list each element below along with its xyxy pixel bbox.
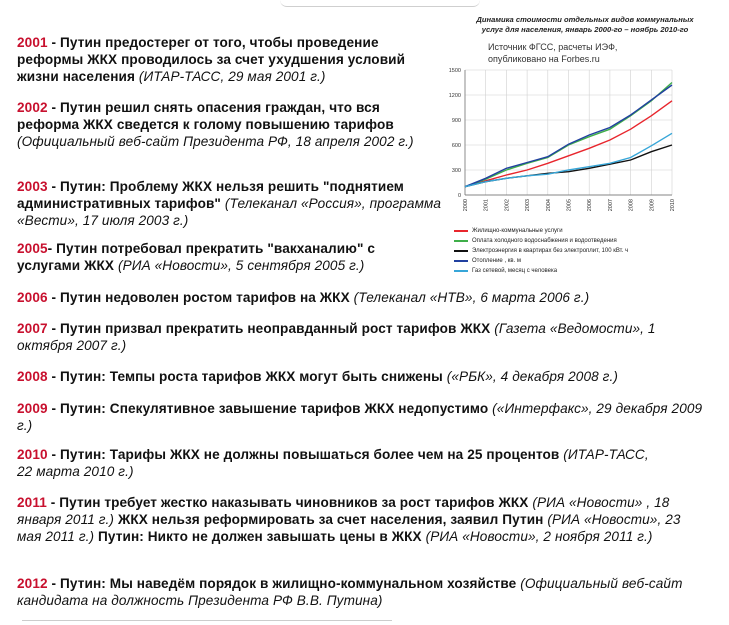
legend-label: Отопление , кв. м (472, 258, 522, 264)
chart-legend (454, 226, 724, 276)
legend-swatch (454, 230, 468, 232)
entry-headline: Путин недоволен ростом тарифов на ЖКХ (60, 290, 350, 305)
legend-swatch (454, 240, 468, 242)
entry-source: (Телеканал «Россия», программа «Вести», 17 июля 2003 г.) (17, 196, 442, 228)
entry-year: 2003 (17, 179, 48, 194)
x-tick-label: 2002 (504, 199, 511, 212)
timeline-entry-2008: 2008 - Путин: Темпы роста тарифов ЖКХ могут быть снижены («РБК», 4 декабря 2008 г.) (17, 369, 618, 384)
x-tick-label: 2003 (525, 199, 532, 212)
x-tick-label: 2009 (649, 199, 656, 212)
bottom-rule (22, 620, 392, 621)
timeline-entry-2012: 2012 - Путин: Мы наведём порядок в жилищно-коммунальном хозяйстве (Официальный веб-сайт кандидата на должность Президента РФ В.В. Путина) (17, 576, 683, 608)
legend-item (454, 256, 724, 266)
entry-year: 2008 (17, 369, 48, 384)
timeline-entry-2005: 2005- Путин потребовал прекратить "вакханалию" с услугами ЖКХ (РИА «Новости», 5 сентября 2005 г.) (17, 241, 376, 273)
legend-item (454, 236, 724, 246)
legend-label: Оплата холодного водоснабжения и водоотведения (472, 238, 617, 244)
entry-source: (РИА «Новости», 5 сентября 2005 г.) (117, 258, 365, 273)
y-tick-label: 600 (451, 143, 461, 149)
legend-label: Газ сетевой, месяц с человека (472, 268, 558, 274)
entry-year: 2007 (17, 321, 48, 336)
entry-headline: Путин: Темпы роста тарифов ЖКХ могут быть снижены (60, 369, 443, 384)
entry-year: 2006 (17, 290, 48, 305)
timeline-entry-2007: 2007 - Путин призвал прекратить неоправданный рост тарифов ЖКХ (Газета «Ведомости», 1 октября 2007 г.) (17, 321, 656, 353)
entry-headline: Путин призвал прекратить неоправданный рост тарифов ЖКХ (60, 321, 491, 336)
legend-item (454, 266, 724, 276)
entry-source: («Интерфакс», 29 декабря 2009 г.) (17, 401, 703, 433)
x-tick-label: 2001 (483, 199, 490, 212)
entry-headline-3: Путин: Никто не должен завышать цены в ЖКХ (98, 529, 422, 544)
legend-item (454, 226, 724, 236)
entry-source: (ИТАР-ТАСС, 22 марта 2010 г.) (17, 447, 649, 479)
timeline-entry-2009: 2009 - Путин: Спекулятивное завышение тарифов ЖКХ недопустимо («Интерфакс», 29 декабря 2009 г.) (17, 401, 703, 433)
entry-headline-2: ЖКХ нельзя реформировать за счет населения, заявил Путин (117, 512, 544, 527)
timeline-entry-2006: 2006 - Путин недоволен ростом тарифов на ЖКХ (Телеканал «НТВ», 6 марта 2006 г.) (17, 290, 590, 305)
entry-year: 2009 (17, 401, 48, 416)
timeline-entry-2002: 2002 - Путин решил снять опасения граждан, что вся реформа ЖКХ сведется к голому повышению тарифов (Официальный веб-сайт Президента РФ, 18 апреля 2002 г.) (17, 100, 414, 149)
entry-year: 2011 (17, 495, 47, 510)
entry-source: (Газета «Ведомости», 1 октября 2007 г.) (17, 321, 656, 353)
entry-source: (Официальный веб-сайт Президента РФ, 18 апреля 2002 г.) (17, 134, 414, 149)
entry-year: 2002 (17, 100, 48, 115)
entry-year: 2005 (17, 241, 48, 256)
entry-source: (ИТАР-ТАСС, 29 мая 2001 г.) (138, 69, 326, 84)
x-tick-label: 2010 (670, 199, 676, 212)
x-tick-label: 2006 (587, 199, 594, 212)
entry-headline: Путин предостерег от того, чтобы проведение реформы ЖКХ проводилось за счет ухудшения условий жизни населения (17, 35, 406, 84)
chart-source: Источник ФГСС, расчеты ИЭФ, опубликовано на Forbes.ru (488, 42, 618, 64)
legend-item (454, 246, 724, 256)
entry-source-3: (РИА «Новости», 2 ноября 2011 г.) (425, 529, 653, 544)
entry-source-2: (РИА «Новости», 23 мая 2011 г.) (17, 512, 681, 544)
y-tick-label: 1500 (448, 68, 461, 74)
entry-headline: Путин: Спекулятивное завышение тарифов ЖКХ недопустимо (60, 401, 489, 416)
legend-swatch (454, 270, 468, 272)
timeline-entry-2011: 2011 - Путин требует жестко наказывать чиновников за рост тарифов ЖКХ (РИА «Новости» , 18 января 2011 г.) ЖКХ нельзя реформировать за счет населения, заявил Путин (РИА «Новости», 23 мая 2011 г.) Путин: Никто не должен завышать цены в ЖКХ (РИА «Новости», 2 ноября 2011 г.) (17, 495, 681, 544)
legend-swatch (454, 250, 468, 252)
entry-source: («РБК», 4 декабря 2008 г.) (446, 369, 618, 384)
legend-label: Электроэнергия в квартирах без электроплит, 100 кВт. ч (472, 248, 629, 254)
x-tick-label: 2004 (545, 199, 552, 212)
entry-year: 2001 (17, 35, 48, 50)
timeline-entry-2003: 2003 - Путин: Проблему ЖКХ нельзя решить "поднятием административных тарифов" (Телеканал «Россия», программа «Вести», 17 июля 2003 г.) (17, 179, 442, 228)
x-tick-label: 2005 (566, 199, 573, 212)
top-decorative-rule (280, 0, 480, 7)
entry-source: (Официальный веб-сайт кандидата на должность Президента РФ В.В. Путина) (17, 576, 683, 608)
entry-headline: Путин: Проблему ЖКХ нельзя решить "поднятием административных тарифов" (17, 179, 404, 211)
y-tick-label: 1200 (448, 93, 461, 99)
legend-swatch (454, 260, 468, 262)
entry-headline: Путин потребовал прекратить "вакханалию" с услугами ЖКХ (17, 241, 376, 273)
y-tick-label: 300 (451, 168, 461, 174)
chart-title: Динамика стоимости отдельных видов коммунальных услуг для населения, январь 2000-го – ноябрь 2010-го (476, 15, 694, 34)
timeline-entry-2010: 2010 - Путин: Тарифы ЖКХ не должны повышаться более чем на 25 процентов (ИТАР-ТАСС, 22 марта 2010 г.) (17, 447, 649, 479)
entry-source: (РИА «Новости» , 18 января 2011 г.) (17, 495, 670, 527)
x-tick-label: 2007 (607, 199, 614, 212)
timeline-entry-2001: 2001 - Путин предостерег от того, чтобы проведение реформы ЖКХ проводилось за счет ухудшения условий жизни населения (ИТАР-ТАСС, 29 мая 2001 г.) (17, 35, 406, 84)
entry-headline: Путин решил снять опасения граждан, что вся реформа ЖКХ сведется к голому повышению тарифов (17, 100, 394, 132)
y-tick-label: 900 (451, 118, 461, 124)
entry-headline: Путин: Тарифы ЖКХ не должны повышаться более чем на 25 процентов (60, 447, 560, 462)
entry-year: 2010 (17, 447, 48, 462)
entry-year: 2012 (17, 576, 48, 591)
entry-headline: Путин требует жестко наказывать чиновников за рост тарифов ЖКХ (59, 495, 529, 510)
tariff-chart (440, 12, 725, 282)
legend-label: Жилищно-коммунальные услуги (472, 228, 563, 234)
y-tick-label: 0 (457, 193, 461, 199)
entry-source: (Телеканал «НТВ», 6 марта 2006 г.) (353, 290, 590, 305)
x-tick-label: 2008 (628, 199, 635, 212)
x-tick-label: 2000 (463, 199, 469, 212)
entry-headline: Путин: Мы наведём порядок в жилищно-коммунальном хозяйстве (60, 576, 517, 591)
